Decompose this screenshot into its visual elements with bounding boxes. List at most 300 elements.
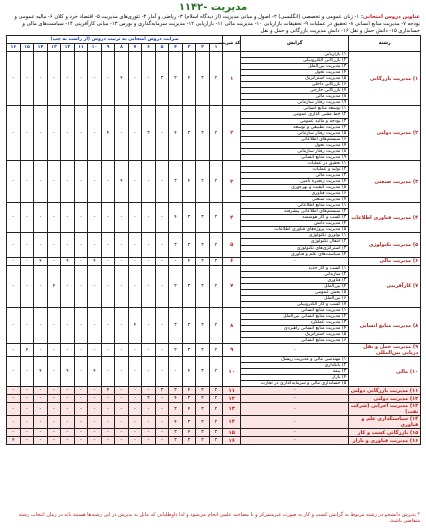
coefficient-value: ۳: [169, 52, 183, 106]
coefficient-value: -: [155, 357, 169, 387]
coefficient-value: ۲: [209, 416, 223, 429]
coefficient-value: -: [20, 437, 34, 445]
trend-name: ۳) مدیریت مالی: [241, 172, 349, 178]
header-number: ۱۱: [74, 44, 88, 52]
coefficient-code: ۴: [223, 203, 241, 233]
coefficient-code: ۱۵: [223, 429, 241, 437]
coefficient-value: ۳: [169, 403, 183, 416]
coefficient-value: ۳: [196, 233, 210, 257]
trend-name: -: [241, 257, 349, 265]
coefficient-value: -: [20, 106, 34, 160]
coefficient-value: -: [142, 344, 156, 357]
coefficient-value: -: [155, 416, 169, 429]
coefficient-value: -: [101, 52, 115, 106]
exam-subjects-intro: [6, 14, 420, 34]
coefficient-value: -: [74, 357, 88, 387]
coefficient-value: -: [88, 416, 102, 429]
trend-name: ۴) مدیریت تحول: [241, 70, 349, 76]
coefficient-value: -: [101, 257, 115, 265]
coefficient-value: ۳: [182, 395, 196, 403]
coefficient-value: ۳: [169, 429, 183, 437]
coefficient-code: ۱۴: [223, 416, 241, 429]
header-number: ۱۲: [61, 44, 75, 52]
coefficient-value: ۳: [196, 344, 210, 357]
coefficient-code: ۵: [223, 233, 241, 257]
coefficient-value: -: [74, 257, 88, 265]
coefficient-value: -: [34, 403, 48, 416]
coefficient-value: ۴: [47, 265, 61, 307]
trend-name: ۹) مدیریت منابع انسانی: [241, 154, 349, 160]
coefficient-value: -: [34, 429, 48, 437]
coefficient-value: -: [7, 233, 21, 257]
trend-name: ۷) مدیریت صنعتی: [241, 197, 349, 203]
header-number: ۷: [128, 44, 142, 52]
table-row: [7, 233, 421, 239]
coefficient-value: -: [101, 395, 115, 403]
coefficient-value: ۴: [101, 387, 115, 395]
coefficient-value: ۳: [196, 429, 210, 437]
trend-name: ۵) مدیریت استراتژیک: [241, 76, 349, 82]
header-number: ۱۳: [47, 44, 61, 52]
coefficient-value: ۲: [209, 233, 223, 257]
coefficient-value: ۳: [196, 307, 210, 343]
coefficient-value: ۴: [34, 357, 48, 387]
coefficient-value: -: [34, 203, 48, 233]
coefficient-value: -: [142, 257, 156, 265]
trend-name: ۵) بخش عمومی: [241, 289, 349, 295]
coefficient-value: -: [7, 265, 21, 307]
coefficient-value: -: [47, 52, 61, 106]
coefficient-value: -: [155, 395, 169, 403]
coefficient-value: -: [61, 395, 75, 403]
trend-name: ۱) مدیریت منابع انسانی: [241, 307, 349, 313]
trend-name: ۳) مدیریت بین‌الملل: [241, 64, 349, 70]
coefficient-value: ۳: [196, 203, 210, 233]
coefficient-value: ۴: [115, 52, 129, 106]
coefficient-value: -: [88, 403, 102, 416]
coefficient-value: ۳: [182, 203, 196, 233]
coefficient-value: -: [128, 344, 142, 357]
coefficient-value: -: [142, 387, 156, 395]
coefficient-value: -: [155, 106, 169, 160]
coefficient-value: ۴: [128, 307, 142, 343]
coefficient-code: ۱۰: [223, 357, 241, 387]
coefficient-value: -: [115, 357, 129, 387]
coefficient-value: -: [88, 265, 102, 307]
coefficient-value: ۴: [169, 203, 183, 233]
field-name: ۷) کارآفرینی: [349, 265, 421, 307]
coefficient-value: ۳: [196, 357, 210, 387]
coefficient-value: -: [74, 437, 88, 445]
coefficient-value: -: [128, 395, 142, 403]
header-number: ۱: [209, 44, 223, 52]
coefficient-value: -: [47, 106, 61, 160]
coefficient-value: ۳: [169, 233, 183, 257]
coefficient-value: -: [101, 233, 115, 257]
coefficient-value: -: [7, 387, 21, 395]
coefficient-value: ۲: [209, 52, 223, 106]
coefficient-value: -: [34, 233, 48, 257]
coefficient-value: ۳: [196, 437, 210, 445]
coefficient-value: -: [34, 307, 48, 343]
coefficient-value: ۴: [182, 429, 196, 437]
coefficient-value: -: [88, 437, 102, 445]
coefficient-value: -: [88, 160, 102, 202]
coefficient-value: -: [74, 265, 88, 307]
coefficient-value: -: [128, 437, 142, 445]
coefficient-value: -: [142, 437, 156, 445]
coefficient-value: -: [128, 233, 142, 257]
coefficient-value: ۲: [209, 106, 223, 160]
coefficient-value: -: [47, 160, 61, 202]
coefficient-value: -: [101, 429, 115, 437]
field-name: ۱۱) مدیریت بازرگانی دولتی: [349, 387, 421, 395]
table-row: [7, 429, 421, 437]
header-number: ۳: [182, 44, 196, 52]
trend-name: ۲) بانکداری: [241, 363, 349, 369]
coefficient-value: -: [155, 160, 169, 202]
coefficients-table: [6, 35, 421, 445]
coefficient-value: ۳: [196, 403, 210, 416]
trend-name: ۴) مدیریت منابع انسانی راهبردی: [241, 326, 349, 332]
coefficient-value: -: [34, 344, 48, 357]
coefficient-code: ۳: [223, 160, 241, 202]
coefficient-value: ۳: [169, 265, 183, 307]
coefficient-value: ۴: [61, 357, 75, 387]
trend-name: ۶) بازرگانی داخلی: [241, 82, 349, 88]
table-row: [7, 257, 421, 265]
trend-name: ۲) سازمانی: [241, 271, 349, 277]
coefficient-value: -: [115, 203, 129, 233]
header-number: ۶: [142, 44, 156, 52]
coefficient-value: ۳: [196, 387, 210, 395]
coefficient-value: -: [74, 160, 88, 202]
coefficient-value: -: [155, 203, 169, 233]
coefficient-value: ۲: [209, 429, 223, 437]
coefficient-value: -: [115, 106, 129, 160]
coefficient-value: -: [20, 416, 34, 429]
header-coefficients: ضرایب دروس امتحانی به ترتیب دروس (از راست به چپ): [7, 36, 223, 44]
trend-name: ۱) کسب و کار جدید: [241, 265, 349, 271]
trend-name: ۱) توسعه منابع انسانی: [241, 106, 349, 112]
coefficient-value: -: [88, 395, 102, 403]
trend-name: ۸) مدیریت رفتار سازمانی: [241, 148, 349, 154]
coefficient-value: -: [47, 416, 61, 429]
coefficient-value: -: [128, 160, 142, 202]
coefficient-value: ۳: [196, 257, 210, 265]
trend-name: -: [241, 403, 349, 416]
trend-name: ۳) بودجه و مالیه عمومی: [241, 118, 349, 124]
coefficient-value: -: [74, 52, 88, 106]
coefficient-value: ۴: [61, 257, 75, 265]
coefficient-value: -: [7, 357, 21, 387]
header-code: کد ضریب: [223, 36, 241, 52]
coefficient-value: -: [155, 437, 169, 445]
coefficient-value: -: [47, 437, 61, 445]
coefficient-value: ۲: [209, 387, 223, 395]
coefficient-value: -: [128, 429, 142, 437]
table-row: [7, 265, 421, 271]
coefficient-value: -: [115, 429, 129, 437]
coefficient-value: -: [74, 233, 88, 257]
trend-name: ۶) مدیریت فناوری: [241, 191, 349, 197]
coefficient-value: ۴: [169, 106, 183, 160]
trend-name: ۱) مدیریت منابع اطلاعاتی: [241, 203, 349, 209]
coefficient-value: -: [7, 344, 21, 357]
coefficient-value: ۳: [169, 160, 183, 202]
coefficient-code: ۷: [223, 265, 241, 307]
coefficient-value: -: [7, 416, 21, 429]
trend-name: ۴) مدیریت دانش: [241, 221, 349, 227]
coefficient-value: ۴: [115, 160, 129, 202]
trend-name: ۴) سیاست‌های علم و فناوری: [241, 251, 349, 257]
trend-name: ۵) حسابداری مالی و سرمایه‌گذاری در تجارت: [241, 381, 349, 387]
coefficient-value: -: [34, 437, 48, 445]
coefficient-value: -: [155, 233, 169, 257]
coefficient-value: -: [142, 203, 156, 233]
coefficient-value: -: [142, 160, 156, 202]
coefficient-value: -: [74, 416, 88, 429]
table-row: [7, 395, 421, 403]
trend-name: ۴) مدیریت تطبیقی و توسعه: [241, 124, 349, 130]
coefficient-value: ۲: [209, 403, 223, 416]
header-number: ۲: [196, 44, 210, 52]
coefficient-value: -: [20, 429, 34, 437]
table-row: [7, 106, 421, 112]
coefficient-value: ۴: [182, 357, 196, 387]
trend-name: -: [241, 429, 349, 437]
trend-name: ۸) مدیریت مالی: [241, 94, 349, 100]
coefficient-value: -: [47, 403, 61, 416]
coefficient-value: -: [115, 307, 129, 343]
coefficient-value: -: [7, 429, 21, 437]
coefficient-value: -: [61, 307, 75, 343]
coefficient-value: -: [61, 416, 75, 429]
coefficient-code: ۱۳: [223, 403, 241, 416]
coefficient-value: -: [115, 344, 129, 357]
coefficient-value: -: [142, 357, 156, 387]
coefficient-value: ۳: [142, 395, 156, 403]
table-row: [7, 52, 421, 58]
coefficient-value: -: [128, 403, 142, 416]
trend-name: -: [241, 437, 349, 445]
coefficient-value: -: [7, 403, 21, 416]
coefficient-value: -: [20, 52, 34, 106]
coefficient-value: -: [61, 265, 75, 307]
coefficient-value: -: [88, 307, 102, 343]
coefficient-value: ۳: [182, 233, 196, 257]
field-name: ۶) مدیریت مالی: [349, 257, 421, 265]
field-name: ۸) مدیریت منابع انسانی: [349, 307, 421, 343]
coefficient-value: -: [34, 416, 48, 429]
coefficient-value: ۲: [209, 357, 223, 387]
coefficient-value: -: [155, 403, 169, 416]
header-field: رشته: [349, 36, 421, 52]
table-row: [7, 357, 421, 363]
table-row: [7, 160, 421, 166]
coefficient-code: ۱۶: [223, 437, 241, 445]
header-number: ۱۴: [34, 44, 48, 52]
trend-name: ۵) مدیریت استراتژیک: [241, 332, 349, 338]
coefficient-value: -: [61, 160, 75, 202]
coefficient-value: ۳: [196, 416, 210, 429]
coefficient-value: ۳: [182, 106, 196, 160]
table-row: [7, 307, 421, 313]
coefficient-value: -: [20, 265, 34, 307]
coefficient-value: ۴: [182, 403, 196, 416]
coefficient-value: -: [61, 52, 75, 106]
coefficient-value: -: [101, 203, 115, 233]
trend-name: -: [241, 395, 349, 403]
coefficient-value: ۳: [196, 265, 210, 307]
trend-name: ۷) بازرگانی خارجی: [241, 88, 349, 94]
coefficient-value: ۴: [182, 257, 196, 265]
coefficient-value: -: [61, 344, 75, 357]
coefficient-code: ۲: [223, 106, 241, 160]
coefficient-value: -: [7, 106, 21, 160]
intro-text: ۱- زبان عمومی و تخصصی (انگلیسی) ۲- اصول و مبانی مدیریت (از دیدگاه اسلام) ۳- ریاضی و آمار ۴- تئوری‌های مدیریت ۵- اقتصاد خرد و کلان ۶- مالیه عمومی و بودجه ۷- مدیریت منابع انسانی ۸- تحقیق در عملیات ۹- تحقیقات بازاریابی ۱۰- مدیریت مالی ۱۱- بازاریابی ۱۲- مدیریت سرمایه‌گذاری و بورس ۱۳- مبانی کارآفرینی ۱۴- سیاست‌های مالی و حسابداری ۱۵- دانش حمل و نقل ۱۶- دانش مدیریت بازرگانی و حمل و نقل: [14, 14, 420, 34]
coefficient-value: -: [142, 233, 156, 257]
coefficient-value: -: [88, 387, 102, 395]
coefficient-value: -: [61, 437, 75, 445]
coefficient-value: -: [7, 160, 21, 202]
coefficient-value: -: [20, 257, 34, 265]
coefficient-value: -: [34, 387, 48, 395]
coefficient-value: -: [155, 257, 169, 265]
coefficient-code: ۶: [223, 257, 241, 265]
coefficient-code: ۱۱: [223, 387, 241, 395]
field-name: ۳) مدیریت صنعتی: [349, 160, 421, 202]
coefficient-value: -: [101, 437, 115, 445]
intro-label: عناوین دروس امتحانی:: [360, 14, 420, 20]
coefficient-code: ۱۲: [223, 395, 241, 403]
coefficient-value: ۳: [155, 387, 169, 395]
coefficient-code: ۸: [223, 307, 241, 343]
coefficient-value: -: [101, 416, 115, 429]
coefficient-value: ۴: [182, 387, 196, 395]
coefficient-value: ۴: [20, 344, 34, 357]
coefficient-value: -: [34, 265, 48, 307]
trend-name: ۳) مدیریت عملکرد: [241, 320, 349, 326]
coefficient-value: ۲: [209, 307, 223, 343]
coefficient-value: -: [20, 307, 34, 343]
coefficient-value: ۲: [209, 160, 223, 202]
table-row: [7, 403, 421, 416]
field-name: ۹) مدیریت حمل و نقل دریایی بین‌المللی: [349, 344, 421, 357]
header-number: ۸: [115, 44, 129, 52]
coefficient-value: -: [34, 395, 48, 403]
coefficient-value: ۳: [182, 344, 196, 357]
coefficient-value: -: [142, 52, 156, 106]
coefficient-value: -: [74, 395, 88, 403]
coefficient-value: ۴: [7, 437, 21, 445]
coefficient-value: -: [20, 357, 34, 387]
coefficient-value: -: [7, 52, 21, 106]
coefficient-value: -: [142, 307, 156, 343]
trend-name: -: [241, 387, 349, 395]
coefficient-value: -: [115, 395, 129, 403]
coefficient-value: -: [128, 106, 142, 160]
coefficient-value: -: [142, 416, 156, 429]
coefficient-value: ۳: [142, 106, 156, 160]
coefficient-value: -: [101, 265, 115, 307]
trend-name: ۵) مدیریت کیفیت و بهره‌وری: [241, 185, 349, 191]
coefficient-value: ۲: [196, 160, 210, 202]
coefficient-value: -: [115, 233, 129, 257]
coefficient-value: -: [61, 403, 75, 416]
trend-name: ۷) مدیریت تحول: [241, 142, 349, 148]
coefficient-value: -: [34, 160, 48, 202]
coefficient-value: ۴: [34, 257, 48, 265]
coefficient-value: -: [115, 437, 129, 445]
coefficient-value: ۳: [169, 437, 183, 445]
coefficient-value: -: [169, 257, 183, 265]
coefficient-value: -: [101, 160, 115, 202]
coefficient-value: -: [101, 307, 115, 343]
coefficient-value: -: [20, 160, 34, 202]
trend-name: ۲) بازرگانی الکترونیکی: [241, 58, 349, 64]
table-row: [7, 416, 421, 429]
coefficient-value: -: [88, 52, 102, 106]
coefficient-value: -: [74, 106, 88, 160]
header-trend: گرایش: [241, 36, 349, 52]
coefficient-value: -: [61, 429, 75, 437]
trend-name: ۲) سیستم‌های اطلاعاتی پیشرفته: [241, 209, 349, 215]
field-name: ۴) مدیریت فناوری اطلاعات: [349, 203, 421, 233]
coefficient-value: -: [34, 52, 48, 106]
coefficient-value: -: [61, 203, 75, 233]
coefficient-value: ۳: [196, 395, 210, 403]
coefficient-value: -: [20, 403, 34, 416]
coefficient-value: -: [20, 233, 34, 257]
table-row: [7, 437, 421, 445]
coefficient-value: -: [88, 429, 102, 437]
coefficient-value: ۲: [209, 395, 223, 403]
trend-name: ۱) تحقیق در عملیات: [241, 160, 349, 166]
trend-name: ۳) بیمه: [241, 369, 349, 375]
coefficient-value: -: [7, 203, 21, 233]
trend-name: ۵) مدیریت رفتار سازمانی: [241, 130, 349, 136]
coefficient-value: -: [47, 203, 61, 233]
header-number: ۴: [169, 44, 183, 52]
coefficient-value: -: [169, 357, 183, 387]
coefficient-value: ۴: [182, 160, 196, 202]
coefficient-value: -: [20, 395, 34, 403]
coefficient-value: -: [47, 395, 61, 403]
coefficient-value: ۲: [209, 437, 223, 445]
coefficient-value: -: [7, 395, 21, 403]
coefficient-value: -: [128, 416, 142, 429]
trend-name: ۶) مدیریت منابع انسانی: [241, 338, 349, 344]
trend-name: ۴) مدیریت زنجیره تأمین: [241, 178, 349, 184]
header-number: ۱۶: [7, 44, 21, 52]
page-title: ۱۱۴۲- مدیریت: [178, 2, 248, 13]
trend-name: ۳) استراتژی‌های تکنولوژی: [241, 245, 349, 251]
field-name: ۱۳) مدیریت اجرایی (شرکت نفت): [349, 403, 421, 416]
coefficient-value: ۳: [169, 387, 183, 395]
coefficient-value: -: [74, 203, 88, 233]
coefficient-value: ۲: [209, 265, 223, 307]
coefficient-value: -: [142, 265, 156, 307]
coefficient-value: -: [128, 357, 142, 387]
coefficient-value: -: [47, 387, 61, 395]
coefficient-value: ۳: [196, 106, 210, 160]
coefficient-value: ۳: [182, 437, 196, 445]
coefficient-value: -: [61, 106, 75, 160]
coefficient-value: ۴: [169, 416, 183, 429]
coefficient-value: ۳: [196, 52, 210, 106]
coefficient-value: ۳: [169, 307, 183, 343]
